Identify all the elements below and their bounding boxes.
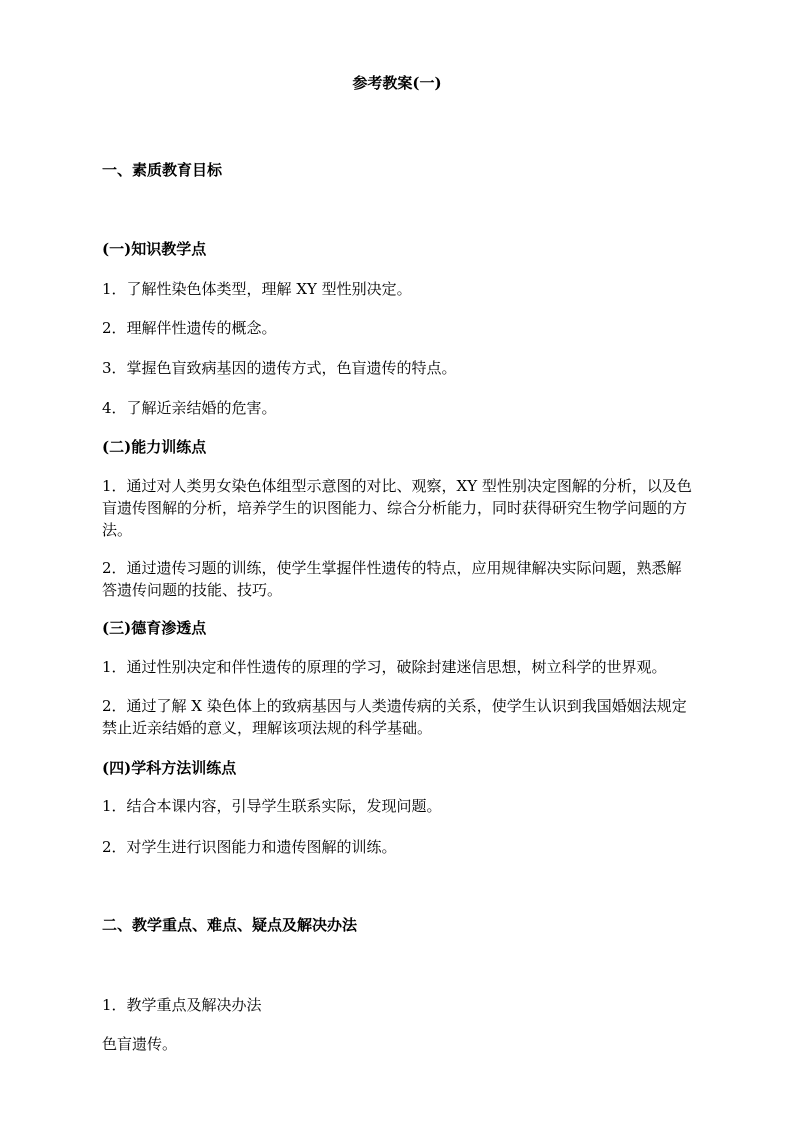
sub1-item-1: 1．了解性染色体类型，理解 XY 型性别决定。 bbox=[102, 280, 412, 298]
sub4-item-2: 2．对学生进行识图能力和遗传图解的训练。 bbox=[102, 838, 397, 856]
section2-heading: 二、教学重点、难点、疑点及解决办法 bbox=[102, 916, 358, 934]
sub1-heading: (一)知识教学点 bbox=[102, 240, 207, 258]
sub3-item-2: 2．通过了解 X 染色体上的致病基因与人类遗传病的关系，使学生认识到我国婚姻法规定禁止近亲结婚的意义，理解该项法规的科学基础。 bbox=[102, 697, 687, 737]
document-title: 参考教案(一) bbox=[352, 74, 442, 92]
sub2-item-1: 1．通过对人类男女染色体组型示意图的对比、观察，XY 型性别决定图解的分析，以及色盲遗传图解的分析，培养学生的识图能力、综合分析能力，同时获得研究生物学问题的方法。 bbox=[102, 477, 692, 539]
sub4-heading: (四)学科方法训练点 bbox=[102, 759, 237, 777]
sub1-item-2: 2．理解伴性遗传的概念。 bbox=[102, 319, 277, 337]
sub2-item-2: 2．通过遗传习题的训练，使学生掌握伴性遗传的特点，应用规律解决实际问题，熟悉解答遗传问题的技能、技巧。 bbox=[102, 559, 682, 599]
sub4-item-1: 1．结合本课内容，引导学生联系实际，发现问题。 bbox=[102, 797, 442, 815]
section2-sub1-heading: 1．教学重点及解决办法 bbox=[102, 996, 262, 1014]
section2-sub1-text: 色盲遗传。 bbox=[102, 1035, 178, 1053]
sub1-item-3: 3．掌握色盲致病基因的遗传方式，色盲遗传的特点。 bbox=[102, 359, 457, 377]
sub1-item-4: 4．了解近亲结婚的危害。 bbox=[102, 399, 277, 417]
sub3-item-1: 1．通过性别决定和伴性遗传的原理的学习，破除封建迷信思想，树立科学的世界观。 bbox=[102, 658, 667, 676]
section1-heading: 一、素质教育目标 bbox=[102, 161, 223, 179]
sub2-heading: (二)能力训练点 bbox=[102, 438, 207, 456]
sub3-heading: (三)德育渗透点 bbox=[102, 619, 207, 637]
